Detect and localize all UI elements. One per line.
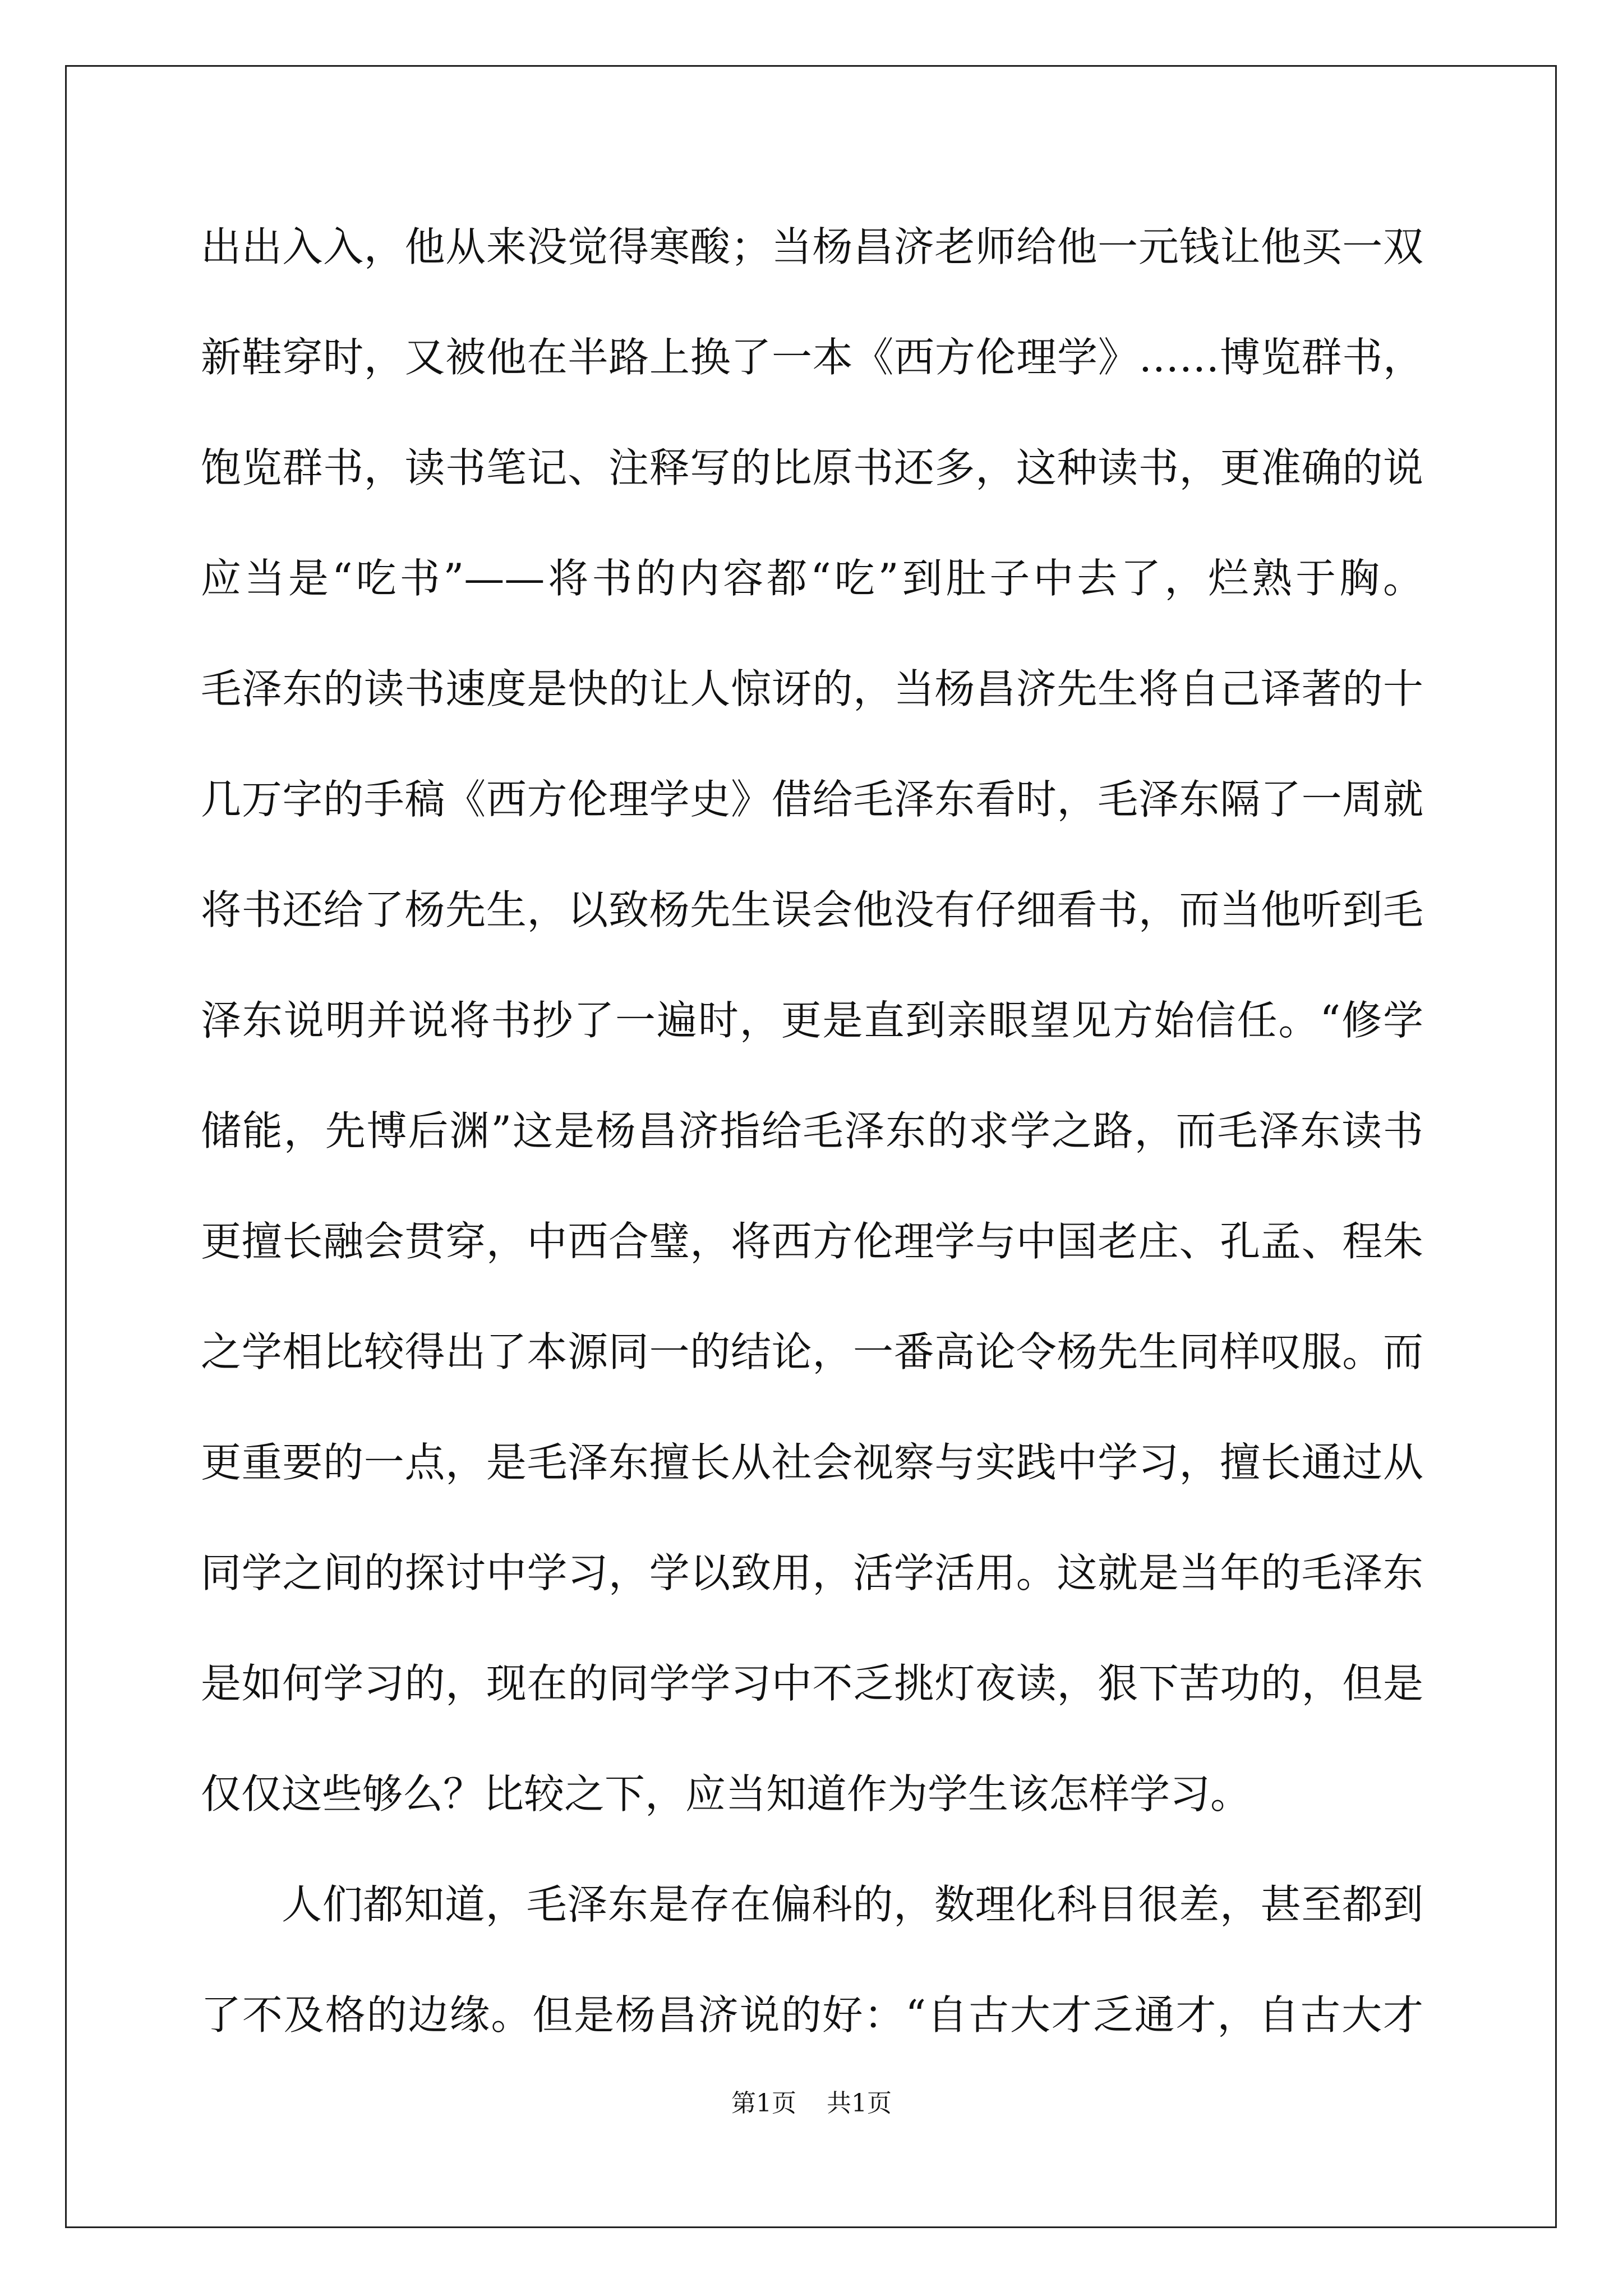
text-line: 泽东说明并说将书抄了一遍时，更是直到亲眼望见方始信任。“修学 [201, 997, 1423, 1044]
page-total-label: 共1页 [827, 2089, 892, 2118]
text-line: 之学相比较得出了本源同一的结论，一番高论令杨先生同样叹服。而 [201, 1328, 1423, 1375]
text-line: 更擅长融会贯穿，中西合璧，将西方伦理学与中国老庄、孔孟、程朱 [201, 1218, 1423, 1265]
page-current-label: 第1页 [731, 2089, 796, 2118]
text-line: 饱览群书，读书笔记、注释写的比原书还多，这种读书，更准确的说 [201, 444, 1423, 491]
text-line: 新鞋穿时，又被他在半路上换了一本《西方伦理学》……博览群书， [201, 334, 1423, 381]
text-line: 几万字的手稿《西方伦理学史》借给毛泽东看时，毛泽东隔了一周就 [201, 776, 1423, 823]
text-line: 了不及格的边缘。但是杨昌济说的好：“自古大才乏通才，自古大才 [201, 1991, 1423, 2039]
text-line: 是如何学习的，现在的同学学习中不乏挑灯夜读，狠下苦功的，但是 [201, 1660, 1423, 1707]
body-text [201, 208, 1423, 2086]
text-line: 人们都知道，毛泽东是存在偏科的，数理化科目很差，甚至都到 [282, 1881, 1423, 1928]
text-line: 仅仅这些够么？比较之下，应当知道作为学生该怎样学习。 [201, 1770, 1251, 1818]
page-footer [0, 2087, 1623, 2120]
text-line: 更重要的一点，是毛泽东擅长从社会视察与实践中学习，擅长通过从 [201, 1439, 1423, 1486]
text-line: 出出入入，他从来没觉得寒酸；当杨昌济老师给他一元钱让他买一双 [201, 223, 1423, 270]
text-line: 将书还给了杨先生，以致杨先生误会他没有仔细看书，而当他听到毛 [201, 886, 1423, 933]
text-line: 储能，先博后渊”这是杨昌济指给毛泽东的求学之路，而毛泽东读书 [201, 1107, 1423, 1154]
text-line: 应当是“吃书”——将书的内容都“吃”到肚子中去了，烂熟于胸。 [201, 555, 1423, 602]
text-line: 毛泽东的读书速度是快的让人惊讶的，当杨昌济先生将自己译著的十 [201, 665, 1423, 712]
text-line: 同学之间的探讨中学习，学以致用，活学活用。这就是当年的毛泽东 [201, 1549, 1423, 1596]
